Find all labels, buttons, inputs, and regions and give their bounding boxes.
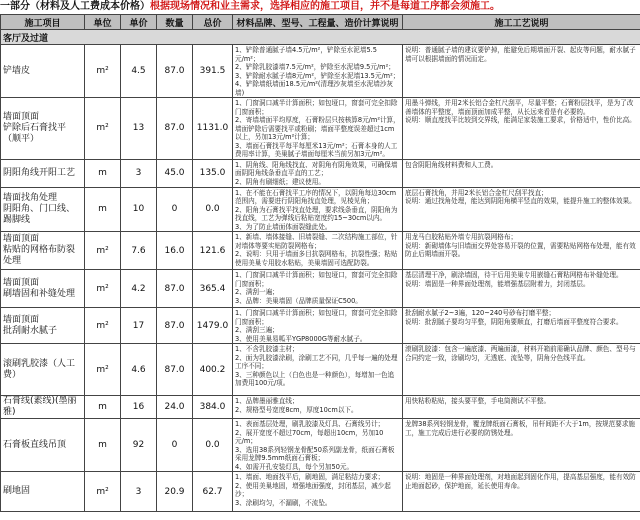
row-process: 用墨斗弹线，并用2米长铝合金杠尺刮平，尽量平整；石膏粉层找平，是为了改善墙体的平整度，墙面顶面加成平整，从长远来看是有必要的。 说明：顺直度找平比较到交界线，能满足家装施工要求，价格适中，性价比高。 (403, 98, 640, 160)
row-qty: 87.0 (157, 344, 193, 396)
row-total: 121.6 (193, 232, 233, 270)
row-qty: 16.0 (157, 232, 193, 270)
sheet-title-notice: 根据现场情况和业主需求，选择相应的施工项目，并不是每道工序都会须施工。 (150, 1, 500, 12)
row-total: 135.0 (193, 159, 233, 187)
row-process: 用快粘粉粘贴，接头要平整，手电筒测试不平整。 (403, 396, 640, 419)
table-row (1, 159, 640, 187)
row-item: 墙面顶面 粘贴的网格布防裂处理 (1, 232, 85, 270)
row-qty: 87.0 (157, 270, 193, 308)
row-qty: 45.0 (157, 159, 193, 187)
header-row (1, 15, 640, 30)
row-total: 0.0 (193, 187, 233, 232)
row-item: 墙面找角处理 阴阳角、门口线、踢脚线 (1, 187, 85, 232)
row-materials: 1、铲除普通腻子墙4.5元/m²，铲除至水泥墙5.5元/m²； 2、铲除乳胶漆墙7.5元/m²，铲除至水泥墙9.5元/m²； 3、铲除耐水腻子墙8元/m²，铲除至水泥墙13.5元/m²； 4、铲除墙纸墙面18.5元/m²(清理沙灰墙至水泥墙沙灰墙) (233, 45, 403, 98)
row-total: 365.4 (193, 270, 233, 308)
header-item: 施工项目 (1, 15, 85, 30)
row-materials: 1、门窗洞口减半计算面积；如包垭口，窗套可完全扣除门窗面积； 2、寄墙墙面平均厚度，石膏粉层只按核算8元/m²计算，墙面铲除后需要找平或粉刷；墙面平整度误差超过1cm以上，另加13元/m²计算； 3、墙面石膏找平每平每厘米13元/m²；石膏本身的人工费用率计算，美巢腻子墙面每厘米当前另加3元/m²。 (233, 98, 403, 160)
table-row (1, 270, 640, 308)
sheet-title-part: 一部分（材料及人工费成本价格） (0, 1, 150, 12)
row-process: 滚刷乳胶漆：包含一遍底漆、两遍面漆，材料开箱前需确认品牌、颜色、型号与合同约定一致，涂刷均匀，无透底、流坠等，阴角分色线平直。 (403, 344, 640, 396)
row-price: 13 (121, 98, 157, 160)
cost-table (0, 14, 640, 512)
row-qty: 0 (157, 419, 193, 472)
row-item: 铲墙皮 (1, 45, 85, 98)
row-total: 391.5 (193, 45, 233, 98)
table-row (1, 232, 640, 270)
row-item: 滚刷乳胶漆（人工费） (1, 344, 85, 396)
row-price: 4.6 (121, 344, 157, 396)
header-price: 单价 (121, 15, 157, 30)
header-qty: 数量 (157, 15, 193, 30)
table-row (1, 344, 640, 396)
row-process: 包含阴阳角线材料费和人工费。 (403, 159, 640, 187)
header-materials: 材料品牌、型号、工程量、造价计算说明 (233, 15, 403, 30)
row-materials: 1、新墙、墙体接缝、旧墙裂缝、二次结构施工部位，针对墙体等要实贴防裂网格布； 2、说明：只用于墙面多目抗裂网格布，抗裂性强；粘贴使用美巢专用胶水粘贴，美巢墙固可选配防裂。 (233, 232, 403, 270)
row-price: 3 (121, 159, 157, 187)
section-row (1, 30, 640, 45)
row-unit: m² (85, 344, 121, 396)
table-row (1, 98, 640, 160)
row-unit: m² (85, 45, 121, 98)
table-row (1, 396, 640, 419)
row-qty: 24.0 (157, 396, 193, 419)
table-row (1, 187, 640, 232)
table-row (1, 45, 640, 98)
row-unit: m (85, 419, 121, 472)
row-process: 批刮耐水腻子2~3遍，120~240号砂布打磨平整； 说明：批刮腻子要均匀平整，阴阳角要顺直，打磨后墙面平整度符合要求。 (403, 308, 640, 344)
row-materials: 1、品牌墨丽雅直线； 2、规格型号宽度8cm，厚度10cm以下。 (233, 396, 403, 419)
row-price: 3 (121, 472, 157, 512)
row-qty: 87.0 (157, 45, 193, 98)
row-process: 底层石膏找角，并用2米长铝合金杠尺刮平找直； 说明：通过找角处理，能达到阴阳角横平竖直的效果，能提升施工的整体效果。 (403, 187, 640, 232)
row-total: 1131.0 (193, 98, 233, 160)
header-process: 施工工艺说明 (403, 15, 640, 30)
row-unit: m² (85, 472, 121, 512)
row-process: 龙牌38系列轻钢龙骨，覆龙牌纸面石膏板，吊杆间距不大于1m，按规范要求施工，施工完成后进行必要的防锈处理。 (403, 419, 640, 472)
row-item: 阴阳角线开阳工艺 (1, 159, 85, 187)
row-item: 石膏线(素线)(墨丽雅) (1, 396, 85, 419)
row-total: 384.0 (193, 396, 233, 419)
row-price: 16 (121, 396, 157, 419)
row-process: 用龙马白胶粘贴外墙专用抗裂网格布； 说明：新砌墙体与旧墙面交界处容易开裂的位置，需要粘贴网格布处理，能有效防止后期墙面开裂。 (403, 232, 640, 270)
row-total: 62.7 (193, 472, 233, 512)
sheet-title (0, 0, 640, 14)
row-unit: m (85, 187, 121, 232)
row-price: 10 (121, 187, 157, 232)
row-unit: m² (85, 232, 121, 270)
header-total: 总价 (193, 15, 233, 30)
row-materials: 1、门窗洞口减半计算面积；如包垭口，窗套可完全扣除门窗面积； 2、满刮三遍； 3、使用美巢易呱平YGP8000G等耐水腻子。 (233, 308, 403, 344)
table-row (1, 472, 640, 512)
row-item: 墙面顶面 铲除后石膏找平（顺平） (1, 98, 85, 160)
row-unit: m² (85, 270, 121, 308)
row-qty: 87.0 (157, 98, 193, 160)
row-price: 7.6 (121, 232, 157, 270)
row-materials: 1、阴角线、阳角线找直、对阴角有阴角效果，可确保墙面阴阳角线条垂直平直的工艺； 2、阴角有刷细纸；建议使用。 (233, 159, 403, 187)
row-process: 说明：普通腻子墙的建议要铲掉，能避免后期墙面开裂、起皮等问题，耐水腻子墙可以根据墙面的情况而定。 (403, 45, 640, 98)
row-total: 0.0 (193, 419, 233, 472)
row-unit: m² (85, 308, 121, 344)
row-materials: 1、不含乳胶漆主材； 2、面为乳胶漆涂刷，涂刷工艺不同，几乎每一遍的处理工序不同； 3、三种颜色以上（白色也是一种颜色），每增加一色追加费用100元/项。 (233, 344, 403, 396)
section-label: 客厅及过道 (1, 30, 640, 45)
row-unit: m² (85, 98, 121, 160)
row-materials: 1、墙面、地面找平后，刷地固，满足粘结力要求； 2、使用美巢地固，增强地面强度，封闭基层，减少起沙； 3、涂刷均匀，不漏刷，不流坠。 (233, 472, 403, 512)
row-price: 4.2 (121, 270, 157, 308)
row-qty: 0 (157, 187, 193, 232)
header-unit: 单位 (85, 15, 121, 30)
table-body (1, 30, 640, 512)
row-price: 92 (121, 419, 157, 472)
row-price: 4.5 (121, 45, 157, 98)
row-price: 17 (121, 308, 157, 344)
row-item: 墙面顶面 批刮耐水腻子 (1, 308, 85, 344)
row-item: 石膏板直线吊顶 (1, 419, 85, 472)
row-materials: 1、表面基层处理，刷乳胶漆及灯具、石膏线另计； 2、展开宽度不超过70cm，每超出10cm，另加10元/m； 3、选用38系列轻钢龙骨配50系列副龙骨，纸面石膏板采用龙牌9.5mm纸面石膏板； 4、如需开孔安装灯具，每个另加50元。 (233, 419, 403, 472)
row-total: 400.2 (193, 344, 233, 396)
row-qty: 20.9 (157, 472, 193, 512)
row-unit: m (85, 396, 121, 419)
row-materials: 1、在不能在石膏找平工序的情况下，以阴角每边30cm范围内，需要进行阴阳角找直处理，见棱见角； 2、阳角为石膏找平找直处理，要求线条垂直，阴阳角为找直线，工艺为弹线后粘贴宽度约15~30cm以内。 3、为了防止墙面体面裂缝此处。 (233, 187, 403, 232)
table-row (1, 419, 640, 472)
row-total: 1479.0 (193, 308, 233, 344)
table-row (1, 308, 640, 344)
row-qty: 87.0 (157, 308, 193, 344)
row-materials: 1、门窗洞口减半计算面积；如包垭口，窗套可完全扣除门窗面积； 2、满刮一遍； 3、品牌：美巢墙固（品牌质量保证C500。 (233, 270, 403, 308)
row-item: 刷地固 (1, 472, 85, 512)
row-item: 墙面顶面 刷墙固和补缝处理 (1, 270, 85, 308)
row-process: 说明：地固是一种界面处理剂，对地面起到固化作用，提高基层强度，能有效防止地面起砂，保护地面，延长使用寿命。 (403, 472, 640, 512)
row-unit: m (85, 159, 121, 187)
row-process: 基层清理干净，刷涂墙固，待干后用美巢专用嵌缝石膏粘网格布补缝处理。 说明：墙固是一种界面处理剂，能增强基层附着力，封闭基层。 (403, 270, 640, 308)
